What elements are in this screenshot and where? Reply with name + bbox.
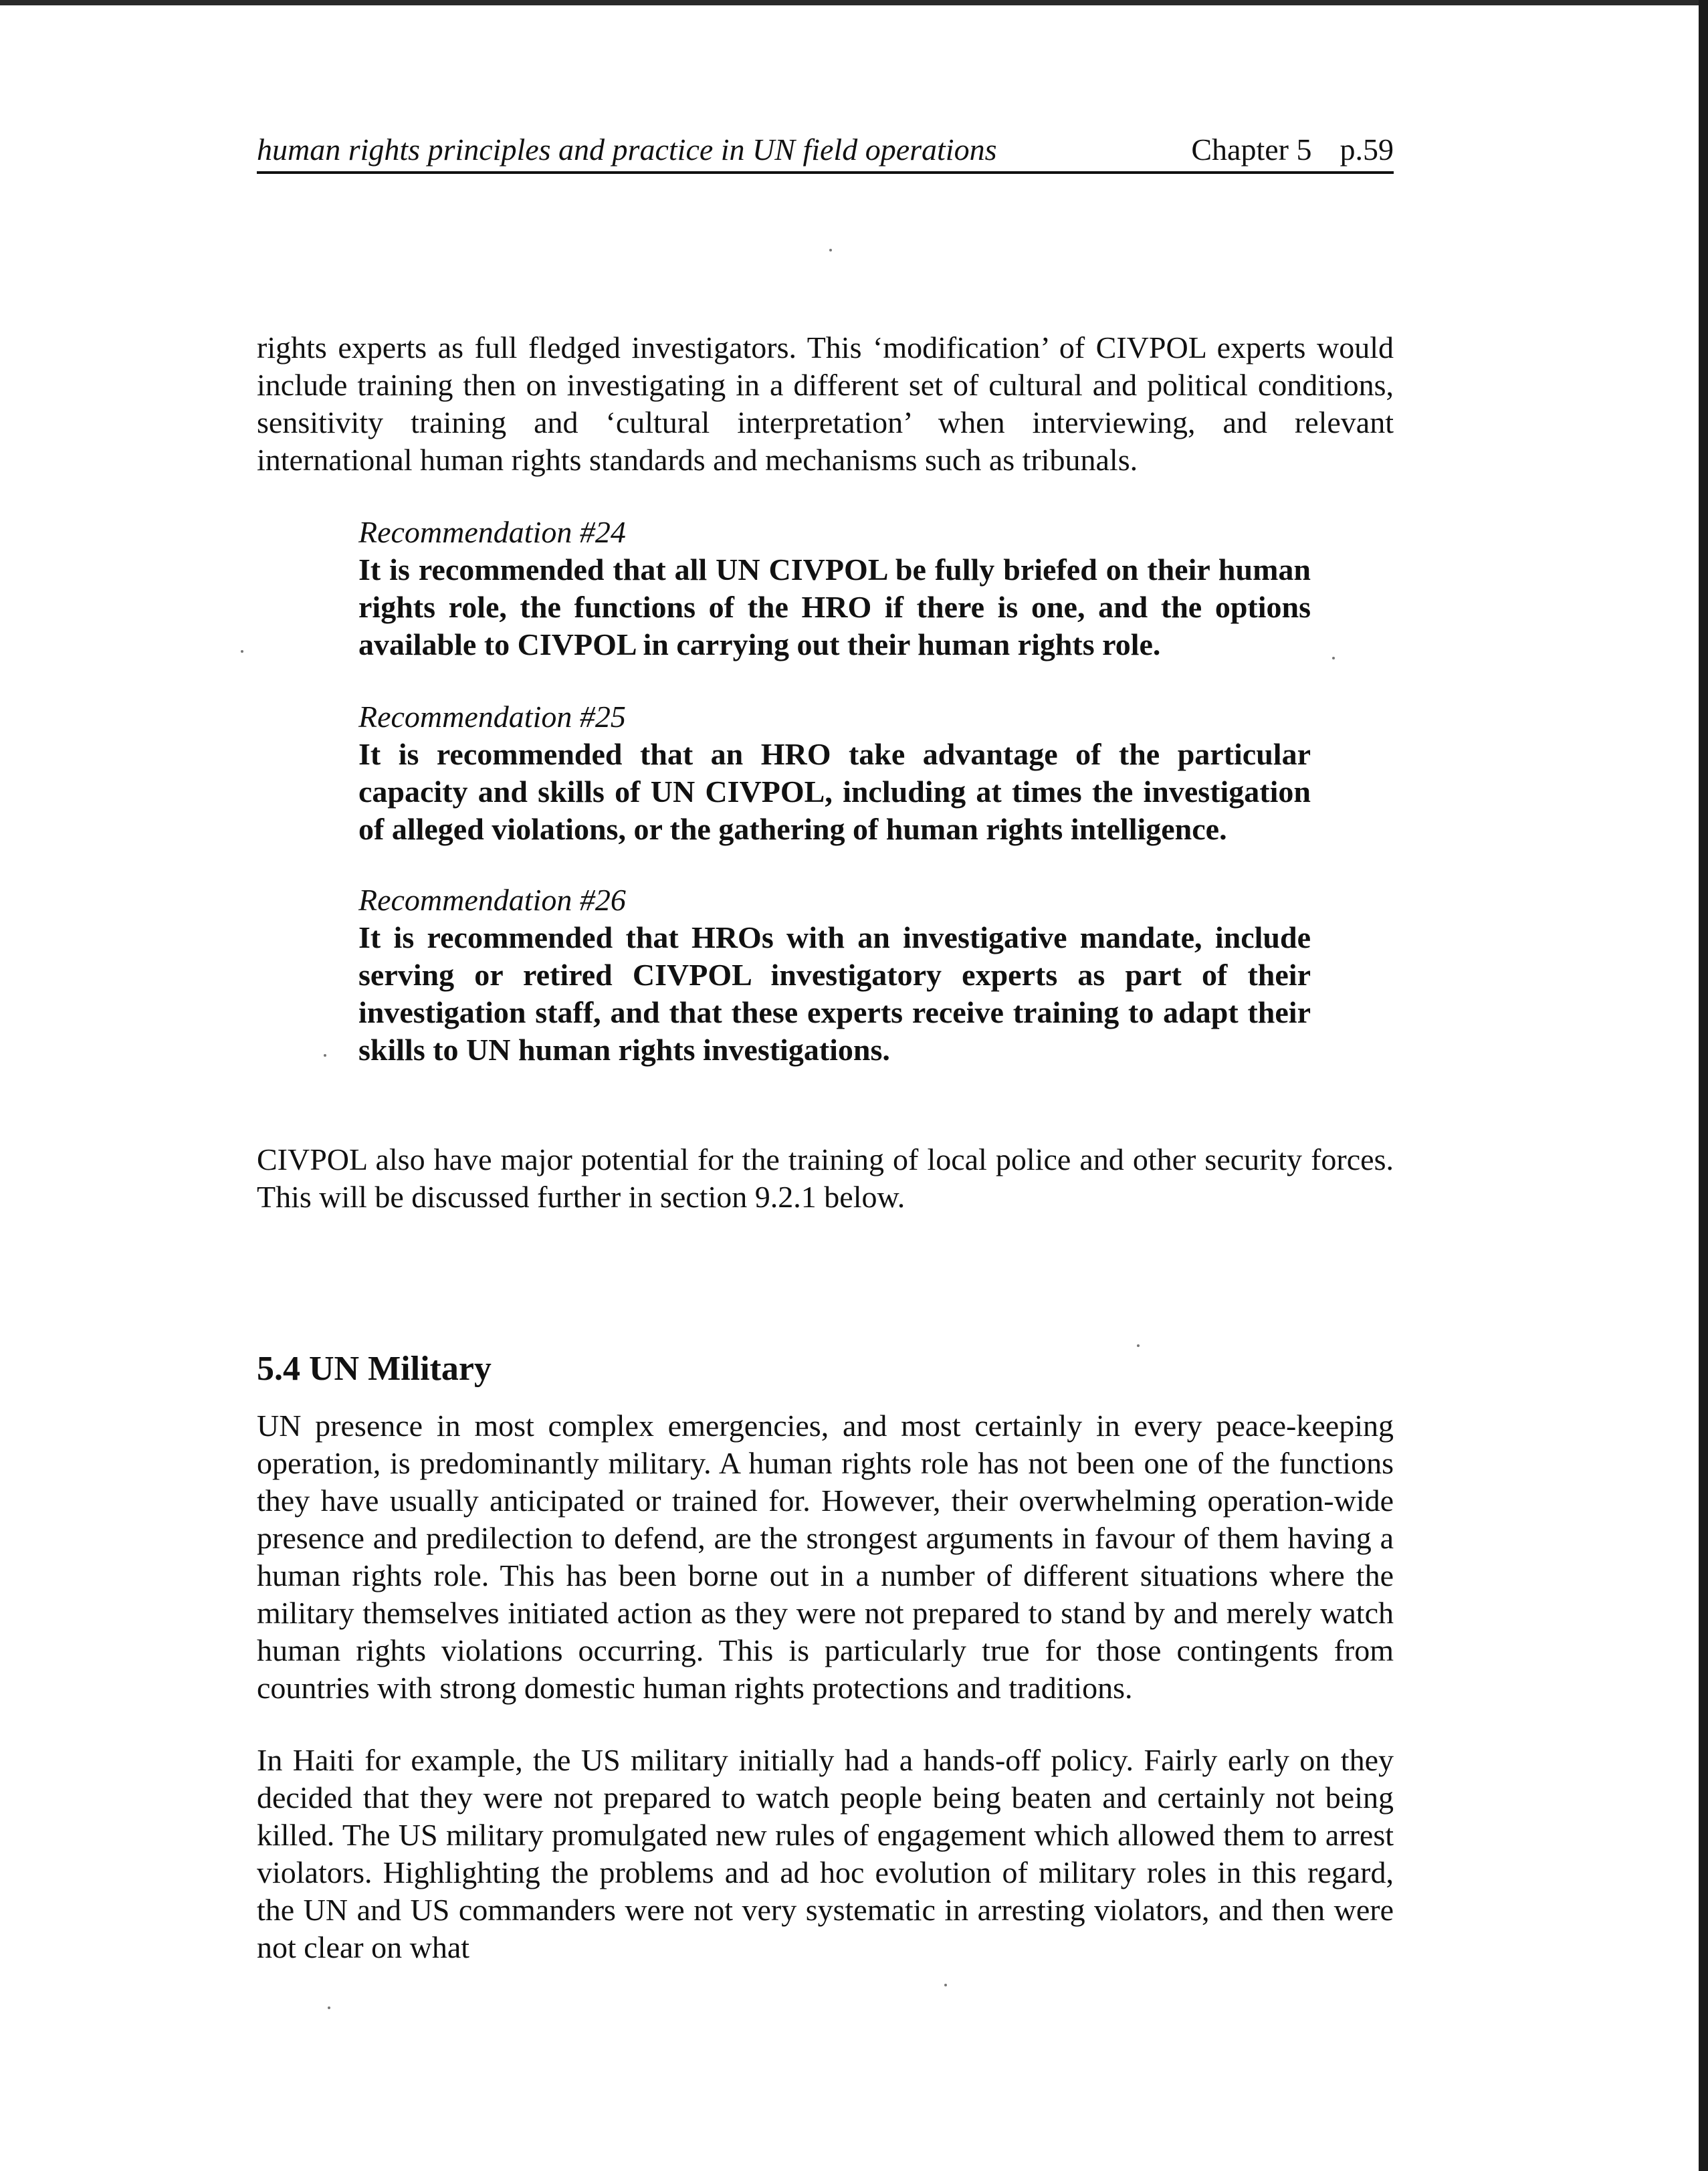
paragraph-haiti: In Haiti for example, the US military initially had a hands-off policy. Fairly early on they decided that they were not prepared to watch people being beaten and certainly not being killed. The US military promulgated new rules of engagement which allowed them to arrest violators. Highlighting the problems and ad hoc evolution of military roles in this regard, the UN and US commanders were not very systematic in arresting violators, and then were not clear on what <box>257 1743 1394 1964</box>
running-header-title: human rights principles and practice in UN field operations <box>257 132 997 167</box>
recommendation-text: It is recommended that HROs with an investigative mandate, include serving or retired CIVPOL investigatory experts as part of their investigation staff, and that these experts receive training to adapt their skills to UN human rights investigations. <box>358 920 1311 1067</box>
paragraph-intro: rights experts as full fledged investigators. This ‘modification’ of CIVPOL experts would include training then on investigating in a different set of cultural and political conditions, sensitivity training and ‘cultural interpretation’ when interviewing, and relevant international human rights standards and mechanisms such as tribunals. <box>257 330 1394 477</box>
recommendation-text: It is recommended that an HRO take advantage of the particular capacity and skills of UN CIVPOL, including at times the investigation of alleged violations, or the gathering of human rights intelligence. <box>358 737 1311 846</box>
scan-speck <box>324 1054 326 1057</box>
scan-speck <box>829 249 832 251</box>
recommendation-text: It is recommended that all UN CIVPOL be fully briefed on their human rights role, the functions of the HRO if there is one, and the options available to CIVPOL in carrying out their human rights role. <box>358 552 1311 661</box>
paragraph-civpol-training: CIVPOL also have major potential for the training of local police and other security forces. This will be discussed further in section 9.2.1 below. <box>257 1142 1394 1214</box>
scan-speck <box>328 2006 330 2009</box>
scan-speck <box>241 650 243 653</box>
running-header <box>257 128 1394 174</box>
page-number: p.59 <box>1340 132 1394 167</box>
paragraph-military-presence: UN presence in most complex emergencies, and most certainly in every peace-keeping operation, is predominantly military. A human rights role has not been one of the functions they have usually anticipated or trained for. However, their overwhelming operation-wide presence and predilection to defend, are the strongest arguments in favour of them having a human rights role. This has been borne out in a number of different situations where the military themselves initiated action as they were not prepared to stand by and merely watch human rights violations occurring. This is particularly true for those contingents from countries with strong domestic human rights protections and traditions. <box>257 1409 1394 1705</box>
running-header-right <box>1191 128 1394 171</box>
section-heading: 5.4 UN Military <box>257 1350 492 1388</box>
document-page <box>257 0 1394 2171</box>
scan-speck <box>1137 1344 1140 1347</box>
scan-speck <box>944 1984 947 1986</box>
recommendation-label: Recommendation #26 <box>358 883 626 917</box>
recommendation-24 <box>358 514 1311 663</box>
recommendation-label: Recommendation #25 <box>358 700 626 734</box>
recommendation-26 <box>358 882 1311 1069</box>
recommendation-label: Recommendation #24 <box>358 515 626 549</box>
scan-speck <box>1332 657 1335 659</box>
chapter-label: Chapter 5 <box>1191 132 1312 167</box>
recommendation-25 <box>358 698 1311 848</box>
scan-right-edge <box>1699 0 1708 2171</box>
